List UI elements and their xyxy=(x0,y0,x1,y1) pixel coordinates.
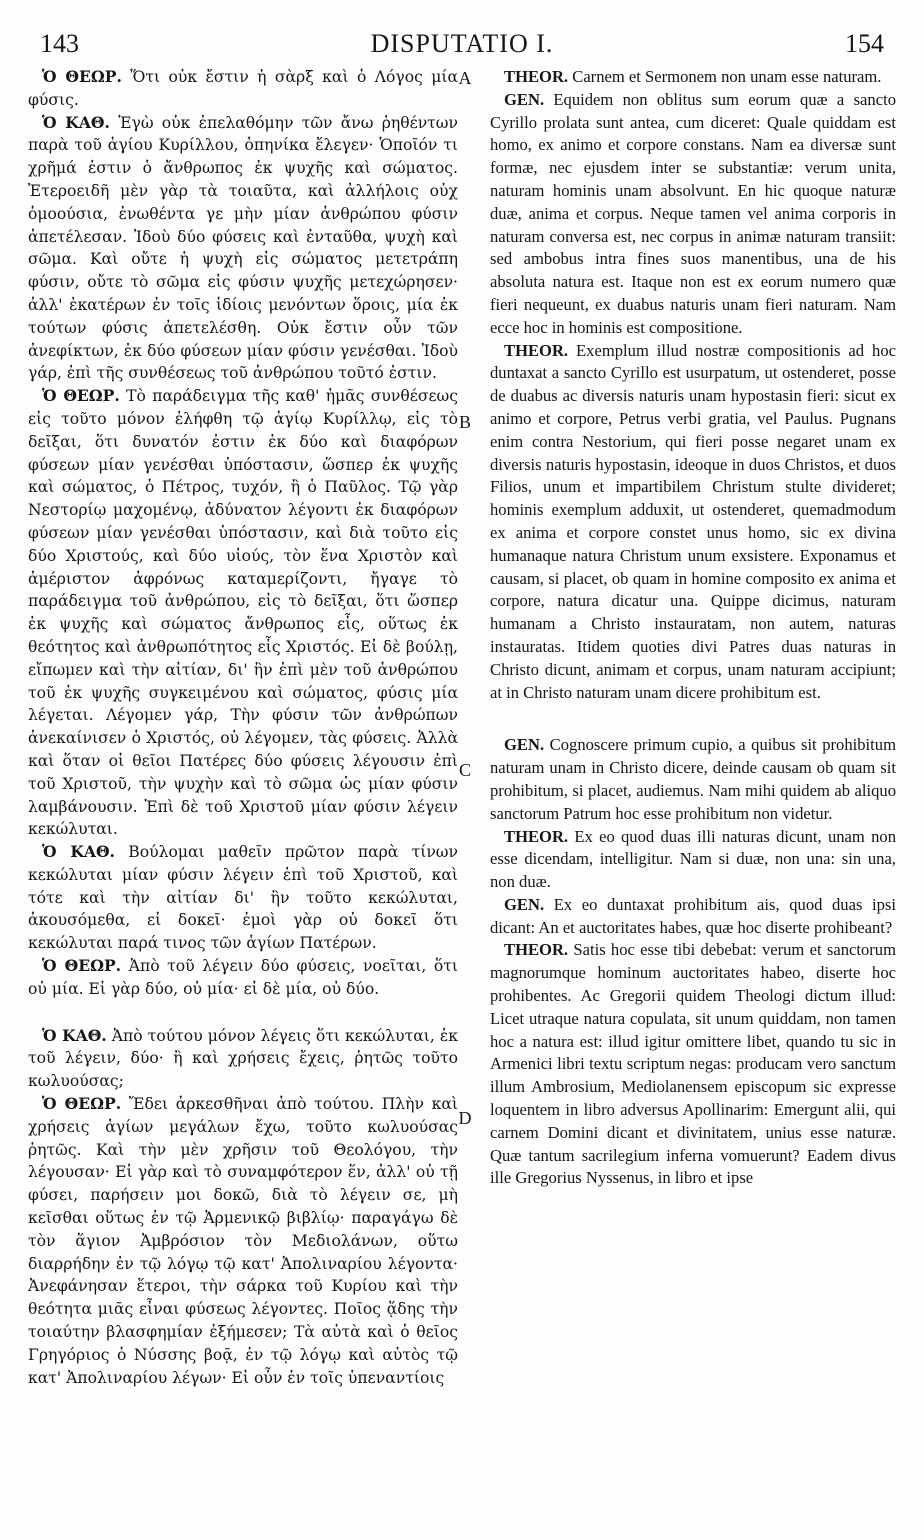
paragraph-text: Ὅτι οὐκ ἔστιν ἡ σὰρξ καὶ ὁ Λόγος μία φύσις. xyxy=(28,68,458,109)
speaker-label: Ὁ ΚΑΘ. xyxy=(42,842,115,862)
speaker-label: GEN. xyxy=(504,735,545,755)
paragraph-text: Ex eo quod duas illi naturas dicunt, unam non esse dicendam, intelligitur. Nam si duæ, non una: sin una, non duæ. xyxy=(490,826,896,892)
speaker-label: THEOR. xyxy=(504,940,569,960)
speaker-label: THEOR. xyxy=(504,826,569,846)
greek-paragraph xyxy=(28,955,458,1001)
paragraph-text: Carnem et Sermonem non unam esse naturam. xyxy=(572,67,882,86)
greek-paragraph xyxy=(28,1025,458,1093)
speaker-label: THEOR. xyxy=(504,67,569,86)
margin-letter-a: A xyxy=(458,68,472,88)
latin-paragraph xyxy=(490,939,896,1190)
paragraph-text: Equidem non oblitus sum eorum quæ a sancto Cyrillo prolata sunt antea, cum diceret: Quale quiddam est homo, ex animo et corpore constans. Nam ea diversæ sunt formæ, nec ejusdem inter se substantiæ: verum unita, naturam hominis unam absolvunt. En hic quoque naturæ duæ, anima et corpus. Neque tamen vel anima corporis in naturam conversa est, nec corpus in animæ naturam transiit: sed ambobus intra fines suos manentibus, una de his absoluta natura est. Itaque non est ex eorum numero quæ fieri nequeunt, ex duabus naturis unam fieri naturam. Nam ecce hoc in hominis est compositione. xyxy=(490,89,896,337)
greek-paragraph xyxy=(28,841,458,955)
latin-paragraph xyxy=(490,89,896,340)
speaker-label: Ὁ ΘΕΩΡ. xyxy=(42,386,120,406)
page-number-left: 143 xyxy=(40,29,79,58)
margin-letter-d: D xyxy=(458,1108,472,1128)
paragraph-text: Cognoscere primum cupio, a quibus sit prohibitum naturam unam in Christo dicere, deinde causam ob quam sit prohibitum, si placet, audiemus. Nam mihi quidem ab aliquo sanctorum Patrum hoc esse prohibitum non videtur. xyxy=(490,735,896,823)
page-title: DISPUTATIO I. xyxy=(370,29,554,58)
paragraph-text: Βούλομαι μαθεῖν πρῶτον παρὰ τίνων κεκώλυται μίαν φύσιν λέγειν ἐπὶ τοῦ Χριστοῦ, καὶ τότε καὶ τὴν αἰτίαν δι' ἣν τοῦτο κεκώλυται, ἀκουσόμεθα, εἰ δοκεῖ· ἐμοὶ γὰρ οὐ δοκεῖ ὅτι κεκώλυται παρά τινος τῶν ἁγίων Πατέρων. xyxy=(28,843,459,953)
paragraph-text: Ἔδει ἀρκεσθῆναι ἀπὸ τούτου. Πλὴν καὶ χρήσεις ἁγίων μεγάλων ἔχω, τοῦτο κωλυούσας ῥητῶς. Καὶ τὴν μὲν χρῆσιν τοῦ Θεολόγου, τὴν λέγουσαν· Εἰ γὰρ καὶ τὸ συναμφότερον ἕν, ἀλλ' οὐ τῇ φύσει, παρήσειν μοι δοκῶ, διὰ τὸ λέγειν σε, μὴ κεῖσθαι οὕτως ἐν τῷ Ἀρμενικῷ βιβλίῳ· παραγάγω δὲ τὸν ἅγιον Ἀμβρόσιον τὸν Μεδιολάνων, οὕτω διαρρήδην ἐν τῷ λόγῳ τῷ κατ' Ἀπολιναρίου λέγοντα· Ἀνεφάνησαν ἕτεροι, τὴν σάρκα τοῦ Κυρίου καὶ τὴν θεότητα μιᾶς εἶναι φύσεως λέγοντες. Ποῖος ᾅδης τὴν τοιαύτην βλασφημίαν ἐξήμεσεν; Τὰ αὐτὰ καὶ ὁ θεῖος Γρηγόριος ὁ Νύσσης βοᾷ, ἐν τῷ λόγῳ καὶ αὐτὸς τῷ κατ' Ἀπολιναρίου λέγων· Εἰ οὖν ἐν τοῖς ὑπεναντίοις xyxy=(28,1095,458,1387)
greek-paragraph xyxy=(28,385,458,841)
latin-paragraph xyxy=(490,340,896,705)
latin-paragraph xyxy=(490,826,896,894)
greek-column xyxy=(28,66,458,1389)
paragraph-text: Satis hoc esse tibi debebat: verum et sanctorum magnorumque hominum auctoritates habeo, diserte hoc prohibentes. Ac Gregorii quidem Theologi dictum illud: Licet utraque natura copulata, sit unum quiddam, non tamen hoc a natura est: illud igitur omittere libet, quando tu sic in Armenici libri textu scriptum negas: producam vero sanctum illum Ambrosium, Mediolanensem episcopum sic expresse loquentem in libro adversus Apollinarim: Emergunt alii, qui carnem Domini dicant et divinitatem, unius esse naturæ. Quæ tantum sacrilegium inferna vomuerunt? Eadem divus ille Gregorius Nyssenus, in libro et ipse xyxy=(490,940,896,1188)
paragraph-text: Exemplum illud nostræ compositionis ad hoc duntaxat a sancto Cyrillo est usurpatum, ut ostenderet, posse de duabus ac diversis naturis unam hypostasin fieri: sicut ex animo et corpore, Petrus verbi gratia, vel Paulus. Pugnans enim contra Nestorium, qui fieri posse negaret unam ex diversis naturis hypostasin, ideoque in duos Christos, et duos Filios, unum et impartibilem Christum stulte divideret; hominis exemplum adduxit, ut ostenderet, quemadmodum ex anima et corpore constet unus homo, sic ex divina humanaque natura Christum unum exsistere. Exponamus et causam, si placet, ob quam in homine composito ex anima et corpore, natura dicatur una. Quippe dicimus, naturam humanam a Christo instauratam, non autem, naturas instauratas. Itidem quoties divi Patres duas naturas in Christo dicunt, animam et corpus, unam naturam accipiunt; at in Christo naturam unam dicere prohibitum est. xyxy=(490,340,896,702)
paragraph-text: Ex eo duntaxat prohibitum ais, quod duas ipsi dicant: An et auctoritates habes, quæ hoc diserte prohibeant? xyxy=(490,894,896,937)
page-number-right: 154 xyxy=(845,29,884,58)
greek-paragraph xyxy=(28,66,458,112)
margin-letter-b: B xyxy=(458,412,471,432)
margin-letter-c: C xyxy=(458,760,471,780)
speaker-label: GEN. xyxy=(504,894,545,914)
speaker-label: GEN. xyxy=(504,89,545,109)
paragraph-text: Ἀπὸ τούτου μόνον λέγεις ὅτι κεκώλυται, ἐκ τοῦ λέγειν, δύο· ἢ καὶ χρήσεις ἔχεις, ῥητῶς τοῦτο κωλυούσας; xyxy=(28,1026,458,1091)
speaker-label: Ὁ ΘΕΩΡ. xyxy=(42,67,122,86)
paragraph-text: Τὸ παράδειγμα τῆς καθ' ἡμᾶς συνθέσεως εἰς τοῦτο μόνον ἐλήφθη τῷ ἁγίῳ Κυρίλλῳ, εἰς τὸ δεῖξαι, ὅτι δυνατόν ἐστιν ἐκ δύο καὶ διαφόρων φύσεων μίαν γενέσθαι ὑπόστασιν, ὥσπερ ἐκ ψυχῆς καὶ σώματος, ὁ Πέτρος, τυχόν, ἢ ὁ Παῦλος. Τῷ γὰρ Νεστορίῳ μαχομένῳ, ἀδύνατον λέγοντι ἐκ διαφόρων φύσεων μίαν γενέσθαι ὑπόστασιν, καὶ διὰ τοῦτο εἰς δύο Χριστούς, καὶ δύο υἱούς, τὸν ἕνα Χριστὸν καὶ ἀμέριστον ἀφρόνως καταμερίζοντι, ἤγαγε τὸ παράδειγμα τοῦ ἀνθρώπου, εἰς τὸ δεῖξαι, ὅτι ὥσπερ ἐκ ψυχῆς καὶ σώματος ἄνθρωπος εἷς, οὕτως ἐκ θεότητος καὶ ἀνθρωπότητος εἷς Χριστός. Εἰ δὲ βούλῃ, εἴπωμεν καὶ τὴν αἰτίαν, δι' ἣν ἐπὶ μὲν τοῦ ἀνθρώπου τοῦ ἐκ ψυχῆς συγκειμένου καὶ σώματος, φύσις μία λέγεται. Λέγομεν γάρ, Τὴν φύσιν τῶν ἀνθρώπων ἀνεκαίνισεν ὁ Χριστός, οὐ λέγομεν, τὰς φύσεις. Ἀλλὰ καὶ ὅταν οἱ θεῖοι Πατέρες δύο φύσεις λέγουσιν ἐπὶ τοῦ Χριστοῦ, τὴν ψυχὴν καὶ τὸ σῶμα ὡς μίαν φύσιν λαμβάνουσιν. Ἐπὶ δὲ τοῦ Χριστοῦ μίαν φύσιν λέγειν κεκώλυται. xyxy=(28,387,458,839)
greek-paragraph xyxy=(28,112,458,386)
speaker-label: THEOR. xyxy=(504,340,569,360)
running-head xyxy=(40,26,884,62)
latin-column xyxy=(490,66,896,1190)
latin-paragraph xyxy=(490,734,896,825)
paragraph-text: Ἀπὸ τοῦ λέγειν δύο φύσεις, νοεῖται, ὅτι οὐ μία. Εἰ γὰρ δύο, οὐ μία· εἰ δὲ μία, οὐ δύο. xyxy=(28,957,458,998)
speaker-label: Ὁ ΘΕΩΡ. xyxy=(42,1094,122,1114)
speaker-label: Ὁ ΘΕΩΡ. xyxy=(42,956,122,976)
speaker-label: Ὁ ΚΑΘ. xyxy=(42,1025,107,1045)
speaker-label: Ὁ ΚΑΘ. xyxy=(42,112,110,132)
latin-paragraph xyxy=(490,894,896,940)
greek-paragraph xyxy=(28,1093,458,1389)
paragraph-text: Ἐγὼ οὐκ ἐπελαθόμην τῶν ἄνω ῥηθέντων παρὰ τοῦ ἁγίου Κυρίλλου, ὁπηνίκα ἔλεγεν· Ὁποῖόν τι χρῆμά ἐστιν ὁ ἄνθρωπος ἐκ ψυχῆς καὶ σώματος. Ἑτεροειδῆ μὲν γὰρ τὰ τοιαῦτα, καὶ ἀλλήλοις οὐχ ὁμοούσια, ἑνωθέντα γε μὴν μίαν ἀνθρώπου φύσιν ἀπετέλεσαν. Ἰδοὺ δύο φύσεις καὶ ἐνταῦθα, ψυχὴ καὶ σῶμα. Καὶ οὔτε ἡ ψυχὴ εἰς σώματος μετετράπη φύσιν, οὔτε τὸ σῶμα εἰς φύσιν ψυχῆς μετεχώρησεν· ἀλλ' ἑκατέρων ἐν τοῖς ἰδίοις μενόντων ὅροις, μία ἐκ τούτων φύσις ἀπετελέσθη. Οὐκ ἔστιν οὖν τῶν ἀνεφίκτων, ἐκ δύο φύσεων μίαν φύσιν γενέσθαι. Ἰδοὺ γάρ, ἐπὶ τῆς συνθέσεως τοῦ ἀνθρώπου τοῦτό ἐστιν. xyxy=(28,113,459,383)
latin-paragraph xyxy=(490,66,896,89)
